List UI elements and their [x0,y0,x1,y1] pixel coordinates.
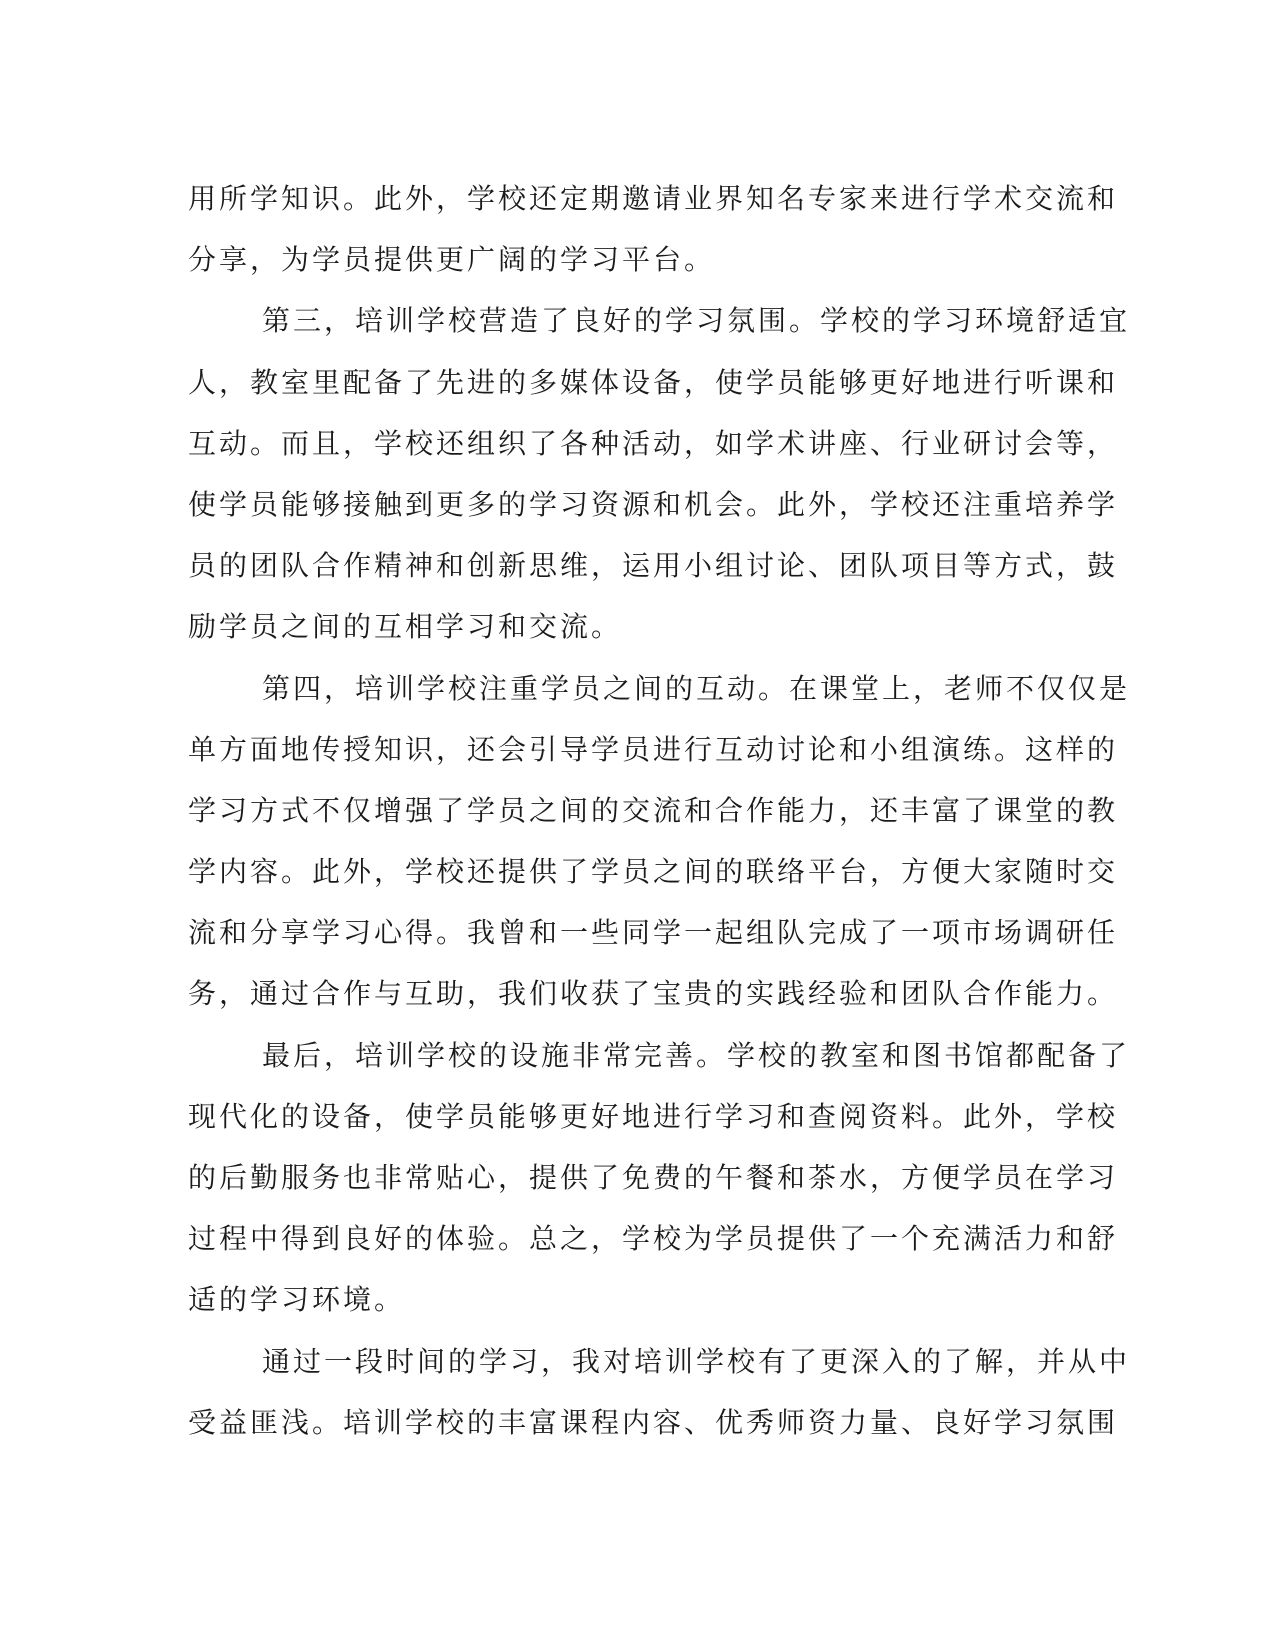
text-line: 务，通过合作与互助，我们收获了宝贵的实践经验和团队合作能力。 [188,977,1119,1011]
text-line: 适的学习环境。 [188,1283,406,1317]
text-line: 用所学知识。此外，学校还定期邀请业界知名专家来进行学术交流和 [188,182,1119,215]
text-line: 学内容。此外，学校还提供了学员之间的联络平台，方便大家随时交 [188,855,1119,889]
text-line: 受益匪浅。培训学校的丰富课程内容、优秀师资力量、良好学习氛围 [188,1405,1119,1439]
document-body [188,168,1131,1453]
text-line: 单方面地传授知识，还会引导学员进行互动讨论和小组演练。这样的 [188,732,1119,766]
paragraph-start-line: 第四，培训学校注重学员之间的互动。在课堂上，老师不仅仅是 [262,671,1131,705]
text-line: 学习方式不仅增强了学员之间的交流和合作能力，还丰富了课堂的教 [188,793,1119,827]
text-line: 励学员之间的互相学习和交流。 [188,610,623,644]
paragraph-start-line: 第三，培训学校营造了良好的学习氛围。学校的学习环境舒适宜 [262,304,1131,338]
text-line: 人，教室里配备了先进的多媒体设备，使学员能够更好地进行听课和 [188,365,1119,399]
text-line: 使学员能够接触到更多的学习资源和机会。此外，学校还注重培养学 [188,487,1119,521]
paragraph-start-line: 最后，培训学校的设施非常完善。学校的教室和图书馆都配备了 [262,1038,1131,1072]
text-line: 过程中得到良好的体验。总之，学校为学员提供了一个充满活力和舒 [188,1222,1119,1256]
paragraph-start-line: 通过一段时间的学习，我对培训学校有了更深入的了解，并从中 [262,1344,1131,1378]
text-line: 互动。而且，学校还组织了各种活动，如学术讲座、行业研讨会等， [188,426,1119,460]
text-line: 的后勤服务也非常贴心，提供了免费的午餐和茶水，方便学员在学习 [188,1161,1119,1194]
text-line: 分享，为学员提供更广阔的学习平台。 [188,243,716,277]
text-line: 现代化的设备，使学员能够更好地进行学习和查阅资料。此外，学校 [188,1099,1119,1133]
text-line: 员的团队合作精神和创新思维，运用小组讨论、团队项目等方式，鼓 [188,549,1119,583]
text-line: 流和分享学习心得。我曾和一些同学一起组队完成了一项市场调研任 [188,916,1119,950]
